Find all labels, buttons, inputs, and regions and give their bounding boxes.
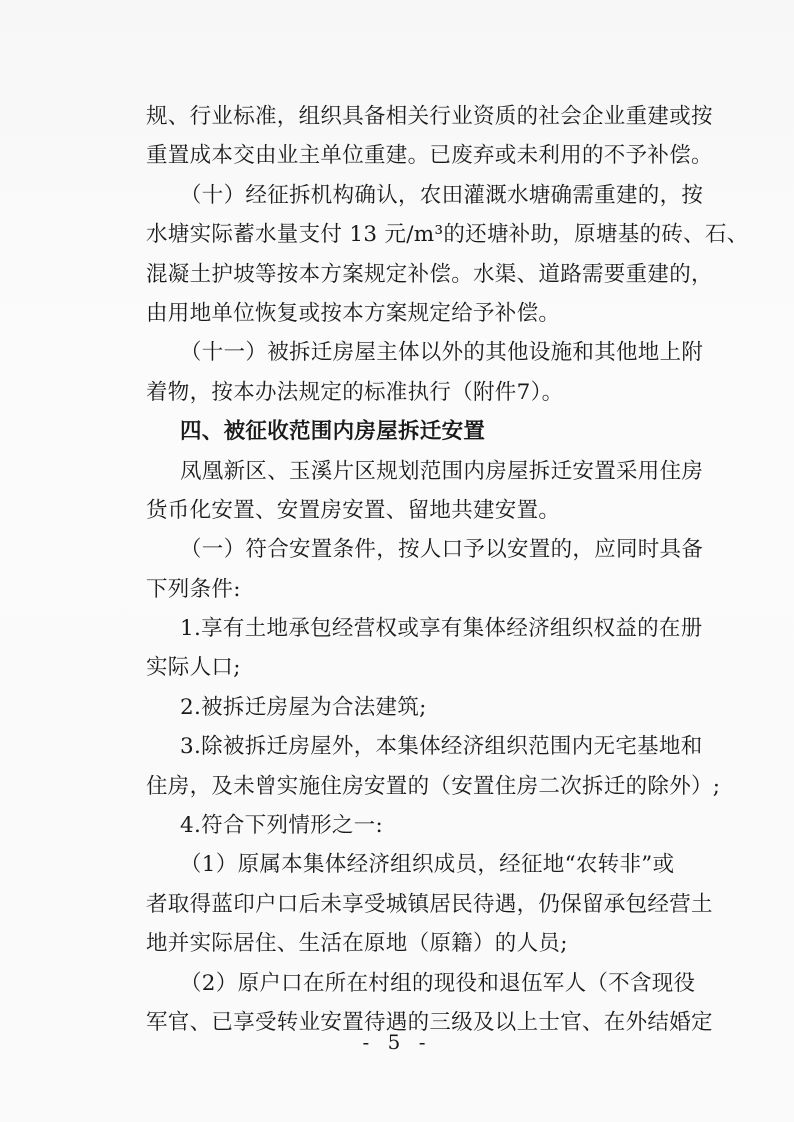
document-body: [146, 97, 749, 1042]
text-line: （十）经征拆机构确认，农田灌溉水塘确需重建的，按: [180, 182, 704, 208]
text-line: 水塘实际蓄水量支付 13 元/m³的还塘补助，原塘基的砖、石、: [146, 222, 749, 248]
text-line: 重置成本交由业主单位重建。已废弃或未利用的不予补偿。: [146, 143, 713, 169]
text-line: 地并实际居住、生活在原地（原籍）的人员;: [146, 931, 568, 957]
text-line: 3.除被拆迁房屋外，本集体经济组织范围内无宅基地和: [180, 734, 703, 760]
text-line: 者取得蓝印户口后未享受城镇居民待遇，仍保留承包经营土: [146, 891, 713, 917]
text-line: 凤凰新区、玉溪片区规划范围内房屋拆迁安置采用住房: [180, 458, 704, 484]
text-line: 着物，按本办法规定的标准执行（附件7）。: [146, 379, 564, 405]
text-line: 2.被拆迁房屋为合法建筑;: [180, 694, 427, 720]
text-line: （2）原户口在所在村组的现役和退伍军人（不含现役: [180, 970, 696, 996]
text-line: 规、行业标准，组织具备相关行业资质的社会企业重建或按: [146, 104, 713, 129]
text-line: 实际人口;: [146, 655, 241, 681]
text-line: 4.符合下列情形之一:: [180, 813, 384, 839]
text-line: （1）原属本集体经济组织成员，经征地“农转非”或: [180, 852, 675, 878]
text-line: 住房，及未曾实施住房安置的（安置住房二次拆迁的除外）;: [146, 773, 721, 799]
text-line: 军官、已享受转业安置待遇的三级及以上士官、在外结婚定: [146, 1009, 713, 1035]
text-line: （一）符合安置条件，按人口予以安置的，应同时具备: [180, 537, 704, 563]
text-line: 1.享有土地承包经营权或享有集体经济组织权益的在册: [180, 616, 703, 642]
text-line: 下列条件:: [146, 576, 241, 602]
page-number: - 5 -: [362, 1030, 432, 1054]
text-line: 混凝土护坡等按本方案规定补偿。水渠、道路需要重建的，: [146, 261, 713, 287]
text-line: 由用地单位恢复或按本方案规定给予补偿。: [146, 300, 561, 326]
text-line: 货币化安置、安置房安置、留地共建安置。: [146, 497, 561, 523]
text-line: （十一）被拆迁房屋主体以外的其他设施和其他地上附: [180, 340, 704, 366]
section-heading: 四、被征收范围内房屋拆迁安置: [180, 419, 486, 445]
